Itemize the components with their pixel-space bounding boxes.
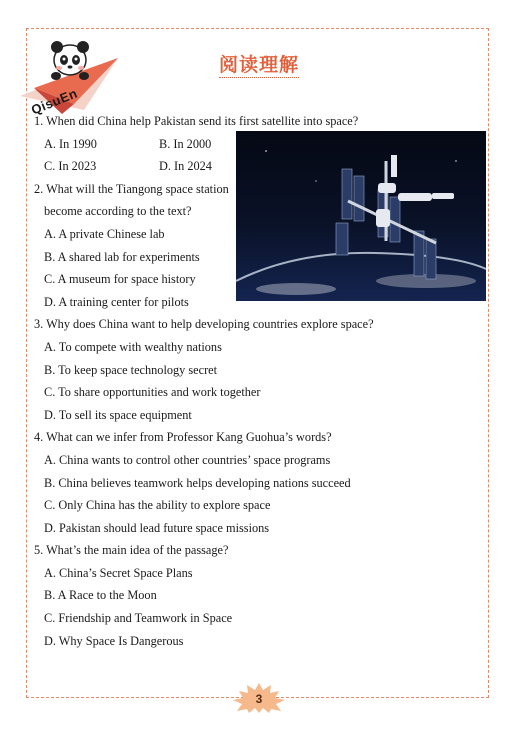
option: A. In 1990 — [44, 136, 97, 151]
option: C. A museum for space history — [44, 272, 196, 287]
starburst-icon — [229, 683, 289, 713]
option: C. Only China has the ability to explore space — [44, 498, 271, 513]
question-2: 2. What will the Tiangong space station — [34, 181, 229, 196]
logo-text: QisuEn — [28, 85, 80, 118]
option: B. A Race to the Moon — [44, 588, 157, 603]
option: D. Pakistan should lead future space missions — [44, 520, 270, 535]
question-5: 5. What’s the main idea of the passage? — [34, 543, 229, 558]
question-list — [34, 110, 474, 652]
option: B. A shared lab for experiments — [44, 249, 200, 264]
option: D. A training center for pilots — [44, 294, 189, 309]
option: A. To compete with wealthy nations — [44, 339, 222, 354]
option: C. To share opportunities and work together — [44, 385, 261, 400]
option: D. Why Space Is Dangerous — [44, 633, 184, 648]
question-4: 4. What can we infer from Professor Kang Guohua’s words? — [34, 430, 332, 445]
q1-options-row-2 — [34, 155, 474, 178]
option: D. To sell its space equipment — [44, 407, 192, 422]
question-1: 1. When did China help Pakistan send its first satellite into space? — [34, 114, 359, 128]
option: C. In 2023 — [44, 159, 97, 174]
question-2-continued: become according to the text? — [44, 204, 192, 219]
option: A. China’s Secret Space Plans — [44, 565, 193, 580]
question-3: 3. Why does China want to help developing countries explore space? — [34, 317, 374, 332]
page-number: 3 — [255, 692, 263, 706]
option: D. In 2024 — [159, 159, 212, 174]
option: B. To keep space technology secret — [44, 362, 218, 377]
page-title: 阅读理解 — [218, 54, 299, 76]
option: B. China believes teamwork helps developing nations succeed — [44, 475, 351, 490]
option: B. In 2000 — [159, 136, 212, 151]
page-number-badge — [229, 683, 289, 713]
option: C. Friendship and Teamwork in Space — [44, 611, 233, 626]
option: A. A private Chinese lab — [44, 226, 165, 241]
q1-options-row-1 — [34, 133, 474, 156]
option: A. China wants to control other countries’ space programs — [44, 452, 331, 467]
